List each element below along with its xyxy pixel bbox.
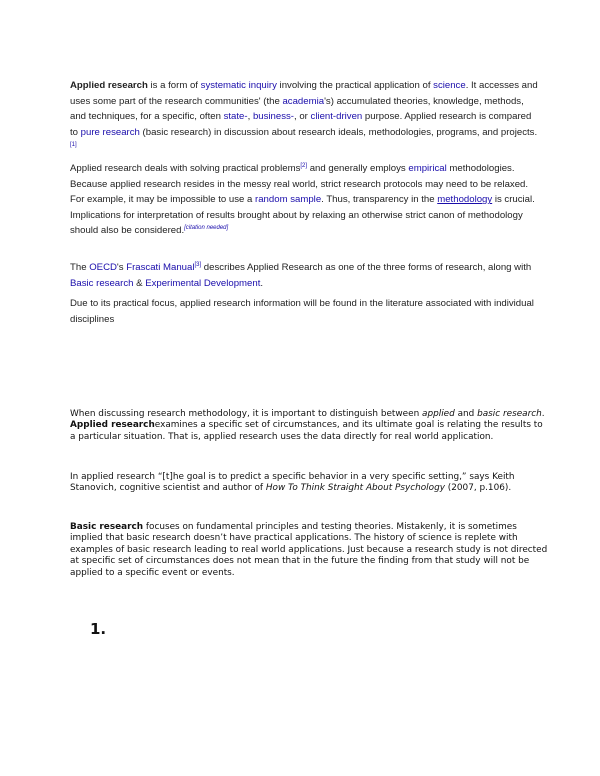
essay-paragraph-3: Basic research focuses on fundamental principles and testing theories. Mistakenly, it is sometimes implied that basic research doesn’t have practical applications. The history of science is replete with examples of basic research leading to real world applications. Just because a research study is not directed at specific set of circumstances does not mean that in the future the finding from that study will not be applied to a specific event or events. bbox=[70, 522, 548, 578]
link-systematic-inquiry[interactable]: systematic inquiry bbox=[200, 80, 277, 91]
link-frascati-manual[interactable]: Frascati Manual bbox=[126, 262, 195, 273]
wiki-paragraph-4: Due to its practical focus, applied research information will be found in the literature associated with individual disciplines bbox=[70, 298, 534, 325]
link-science[interactable]: science bbox=[433, 80, 466, 91]
book-title: How To Think Straight About Psychology bbox=[265, 483, 445, 494]
link-oecd[interactable]: OECD bbox=[89, 262, 117, 273]
link-basic-research[interactable]: Basic research bbox=[70, 277, 134, 289]
wiki-paragraph-1: Applied research is a form of systematic inquiry involving the practical application of science. It accesses and uses some part of the research communities' (the academia's) accumulated theories, knowledge, methods, and techniques, for a specific, often state-, business-, or client-driven purpose. Applied research is compared to pure research (basic research) in discussion about research ideals, methodologies, programs, and projects.[1] bbox=[70, 80, 538, 149]
essay-paragraph-1: When discussing research methodology, it is important to distinguish between applied and basic research. Applied researchexamines a specific set of circumstances, and its ultimate goal is relating the results to a particular situation. That is, applied research uses the data directly for real world application. bbox=[70, 409, 545, 442]
link-academia[interactable]: academia bbox=[282, 95, 325, 107]
link-empirical[interactable]: empirical bbox=[408, 163, 447, 174]
citation-needed[interactable]: [citation needed] bbox=[184, 225, 229, 232]
link-state[interactable]: state- bbox=[223, 111, 248, 123]
wiki-paragraph-3: The OECD's Frascati Manual[3] describes Applied Research as one of the three forms of research, along with Basic research & Experimental Development. bbox=[70, 261, 532, 289]
list-number: 1. bbox=[90, 620, 107, 638]
term-applied-research: Applied research bbox=[70, 80, 148, 91]
ref-1[interactable]: [1] bbox=[70, 142, 77, 149]
term-applied-research-essay: Applied research bbox=[70, 420, 155, 431]
link-methodology[interactable]: methodology bbox=[437, 194, 493, 206]
ref-2[interactable]: [2] bbox=[300, 162, 308, 169]
link-business[interactable]: business- bbox=[252, 111, 294, 123]
wiki-paragraph-2: Applied research deals with solving practical problems[2] and generally employs empirical methodologies. Because applied research resides in the messy real world, strict research protocols may need to be relaxed. For example, it may be impossible to use a random sample. Thus, transparency in the methodology is crucial. Implications for interpretation of results brought about by relaxing an otherwise strict canon of methodology should also be considered.[citation needed] bbox=[70, 162, 535, 237]
link-random-sample[interactable]: random sample bbox=[255, 194, 322, 206]
link-experimental-development[interactable]: Experimental Development bbox=[145, 277, 261, 289]
link-pure-research[interactable]: pure research bbox=[80, 126, 140, 138]
essay-paragraph-2: In applied research “[t]he goal is to predict a specific behavior in a very specific setting,” says Keith Stanovich, cognitive scientist and author of How To Think Straight About Psychology (2007, p.106). bbox=[70, 472, 515, 494]
term-basic-research: Basic research bbox=[70, 522, 144, 532]
link-client-driven[interactable]: client-driven bbox=[310, 111, 363, 123]
ref-3[interactable]: [3] bbox=[194, 261, 202, 268]
